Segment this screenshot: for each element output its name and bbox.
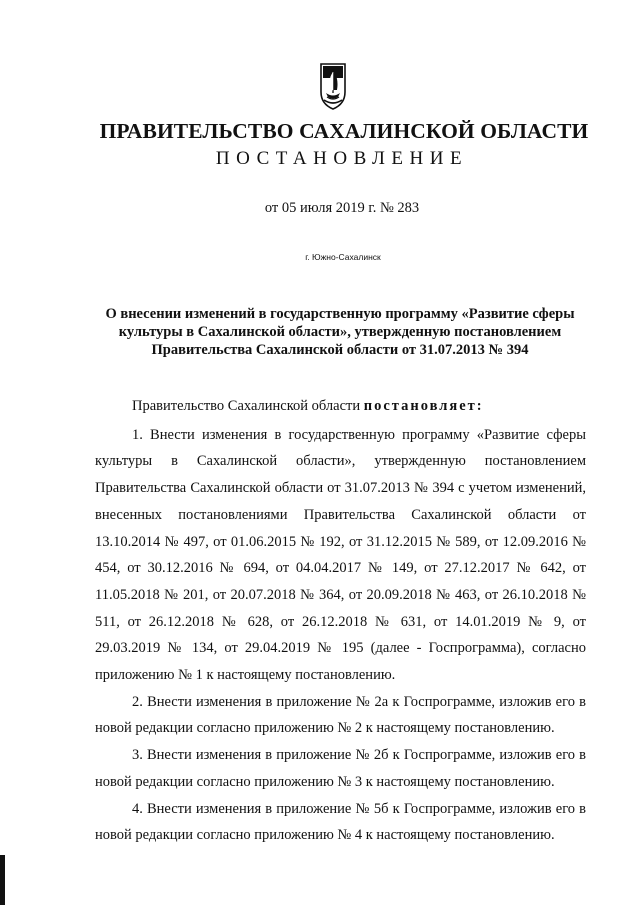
document-type: ПОСТАНОВЛЕНИЕ <box>215 148 469 169</box>
scan-edge-mark <box>0 855 5 905</box>
paragraph-2: 2. Внести изменения в приложение № 2а к Госпрограмме, изложив его в новой редакции согласно приложению № 2 к настоящему постановлению. <box>95 693 586 737</box>
document-body <box>95 393 586 849</box>
paragraph-1: 1. Внести изменения в государственную программу «Развитие сферы культуры в Сахалинской области», утвержденную постановлением Правительства Сахалинской области от 31.07.2013 № 394 с учетом изменений, внесенных постановлениями Правительства Сахалинской области от 13.10.2014 № 497, от 01.06.2015 № 192, от 31.12.2015 № 589, от 12.09.2016 № 454, от 30.12.2016 № 694, от 04.04.2017 № 149, от 27.12.2017 № 642, от 11.05.2018 № 201, от 20.07.2018 № 364, от 20.09.2018 № 463, от 26.10.2018 № 511, от 26.12.2018 № 628, от 26.12.2018 № 631, от 14.01.2019 № 9, от 29.03.2019 № 134, от 29.04.2019 № 195 (далее - Госпрограмма), согласно приложению № 1 к настоящему постановлению. <box>95 426 586 684</box>
lead-action: постановляет: <box>363 398 484 414</box>
date-and-number: от 05 июля 2019 г. № 283 <box>264 200 420 216</box>
lead-text: Правительство Сахалинской области <box>132 398 364 414</box>
lead-paragraph <box>95 393 586 420</box>
paragraph-4: 4. Внести изменения в приложение № 5б к Госпрограмме, изложив его в новой редакции согласно приложению № 4 к настоящему постановлению. <box>95 800 586 844</box>
city-name: г. Южно-Сахалинск <box>305 252 381 262</box>
document-title: О внесении изменений в государственную программу «Развитие сферы культуры в Сахалинской области», утвержденную постановлением Правительства Сахалинской области от 31.07.2013 № 394 <box>105 306 575 358</box>
paragraph-3: 3. Внести изменения в приложение № 2б к Госпрограмме, изложив его в новой редакции согласно приложению № 3 к настоящему постановлению. <box>95 747 586 790</box>
organization-name: ПРАВИТЕЛЬСТВО САХАЛИНСКОЙ ОБЛАСТИ <box>99 119 589 143</box>
coat-of-arms-emblem-icon <box>318 62 348 112</box>
